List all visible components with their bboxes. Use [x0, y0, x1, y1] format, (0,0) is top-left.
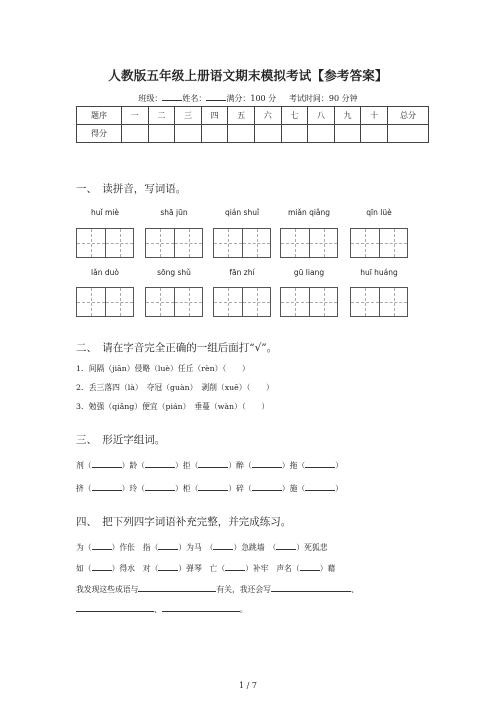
answer-blank[interactable]	[145, 482, 175, 491]
answer-blank	[162, 603, 240, 612]
section2-item-2: 2．丢三落四（là） 夺冠（guàn） 剥削（xuē）（ ）	[76, 383, 274, 392]
score-header-cell: 一	[122, 107, 149, 125]
full-score: 满分：100 分	[226, 94, 277, 103]
tianzige-cell[interactable]	[174, 229, 202, 257]
idiom-line-4	[76, 603, 248, 615]
writing-grid[interactable]	[280, 287, 338, 317]
pinyin-label: shā jūn	[160, 208, 188, 217]
exam-time: 考试时间：90 分钟	[288, 94, 358, 103]
idiom-blank[interactable]	[276, 541, 296, 550]
idiom-line-3	[76, 583, 359, 595]
answer-blank[interactable]	[252, 459, 282, 468]
score-row-label: 得分	[77, 125, 122, 143]
score-header-cell: 总分	[388, 107, 429, 125]
idiom-prompt-a: 我发现这些成语与	[76, 585, 139, 594]
score-table	[76, 106, 429, 143]
score-header-cell: 五	[228, 107, 255, 125]
tianzige-cell[interactable]	[379, 288, 407, 316]
answer-blank[interactable]	[145, 459, 175, 468]
section1-heading: 一、 读拼音，写词语。	[76, 183, 187, 195]
similar-char: 拒（	[182, 461, 199, 470]
idiom-text: ）藉	[319, 564, 336, 573]
pinyin-label: qīn lüè	[366, 208, 392, 217]
idiom-blank[interactable]	[158, 541, 178, 550]
tianzige-cell[interactable]	[351, 288, 379, 316]
writing-grid[interactable]	[76, 287, 134, 317]
score-cell[interactable]	[308, 125, 335, 143]
exam-meta	[0, 92, 496, 104]
score-value-row	[77, 125, 429, 143]
paren-close: ）	[281, 461, 290, 470]
name-label: 姓名：	[182, 94, 207, 103]
tianzige-cell[interactable]	[214, 288, 242, 316]
tianzige-cell[interactable]	[281, 229, 309, 257]
tianzige-cell[interactable]	[77, 288, 105, 316]
pinyin-label: gū liang	[293, 268, 325, 277]
tianzige-cell[interactable]	[351, 229, 379, 257]
similar-char: 拖（	[289, 461, 306, 470]
pinyin-label: huǐ miè	[91, 208, 119, 217]
score-cell[interactable]	[281, 125, 308, 143]
paren-close: ）	[335, 461, 343, 470]
answer-blank[interactable]	[305, 482, 335, 491]
section4-heading: 四、 把下列四字词语补充完整，并完成练习。	[76, 516, 292, 528]
page-title: 人教版五年级上册语文期末模拟考试【参考答案】	[108, 68, 388, 83]
tianzige-cell[interactable]	[174, 288, 202, 316]
idiom-blank[interactable]	[92, 541, 112, 550]
score-header-row	[77, 107, 429, 125]
score-cell[interactable]	[201, 125, 228, 143]
section2-heading: 二、 请在字音完全正确的一组后面打“√”。	[76, 342, 278, 354]
score-cell[interactable]	[388, 125, 429, 143]
score-header-cell: 四	[201, 107, 228, 125]
tianzige-cell[interactable]	[77, 229, 105, 257]
paren-close: ）	[281, 484, 290, 493]
tianzige-cell[interactable]	[309, 229, 337, 257]
idiom-blank[interactable]	[92, 562, 112, 571]
idiom-sep: 、	[350, 585, 359, 594]
paren-close: ）	[174, 461, 183, 470]
pinyin-label: lǎn duò	[91, 268, 119, 277]
writing-grid[interactable]	[280, 228, 338, 258]
paren-close: ）	[121, 461, 130, 470]
similar-char: 醉（	[236, 461, 252, 470]
writing-grid[interactable]	[76, 228, 134, 258]
idiom-line-1	[76, 541, 328, 553]
score-header-cell: 六	[254, 107, 281, 125]
idiom-text: ）弹琴 亡（	[178, 564, 226, 573]
class-label: 班级：	[138, 94, 163, 103]
score-header-cell: 七	[281, 107, 308, 125]
tianzige-cell[interactable]	[242, 229, 270, 257]
writing-grid[interactable]	[350, 287, 408, 317]
pinyin-label: huī huáng	[360, 268, 398, 277]
answer-blank[interactable]	[92, 482, 122, 491]
idiom-sep: 、	[154, 605, 162, 614]
tianzige-cell[interactable]	[242, 288, 270, 316]
score-cell[interactable]	[334, 125, 361, 143]
idiom-text: ）死狐悲	[296, 543, 328, 552]
similar-char: 碎（	[236, 484, 252, 493]
tianzige-cell[interactable]	[379, 229, 407, 257]
paren-close: ）	[228, 461, 237, 470]
answer-blank	[138, 583, 216, 592]
tianzige-cell[interactable]	[309, 288, 337, 316]
idiom-text: 如（	[76, 564, 92, 573]
similar-char: 龄（	[129, 461, 145, 470]
score-cell[interactable]	[361, 125, 388, 143]
writing-grid[interactable]	[145, 287, 203, 317]
answer-blank[interactable]	[198, 459, 228, 468]
idiom-blank[interactable]	[300, 562, 320, 571]
similar-char: 柜（	[182, 484, 199, 493]
tianzige-cell[interactable]	[146, 229, 174, 257]
idiom-text: ）急跳墙 （	[233, 543, 277, 552]
score-header-cell: 题序	[77, 107, 122, 125]
score-cell[interactable]	[175, 125, 202, 143]
score-cell[interactable]	[148, 125, 175, 143]
answer-blank[interactable]	[92, 459, 122, 468]
score-header-cell: 二	[148, 107, 175, 125]
section2-item-1: 1．间隔（jiān）侵略（luè）任丘（rèn）（ ）	[76, 364, 250, 373]
score-cell[interactable]	[228, 125, 255, 143]
idiom-blank[interactable]	[158, 562, 178, 571]
tianzige-cell[interactable]	[105, 288, 133, 316]
score-cell[interactable]	[122, 125, 149, 143]
score-header-cell: 十	[361, 107, 388, 125]
paren-close: ）	[121, 484, 130, 493]
pinyin-label: fān zhí	[229, 268, 255, 277]
writing-grid[interactable]	[213, 228, 271, 258]
name-blank	[206, 92, 226, 101]
idiom-blank[interactable]	[225, 562, 245, 571]
tianzige-cell[interactable]	[105, 229, 133, 257]
tianzige-cell[interactable]	[146, 288, 174, 316]
idiom-end: 。	[239, 605, 248, 614]
score-header-cell: 九	[334, 107, 361, 125]
similar-char: 挤（	[76, 484, 92, 493]
score-header-cell: 三	[175, 107, 202, 125]
idiom-text: ）为马 （	[178, 543, 214, 552]
answer-blank[interactable]	[198, 482, 228, 491]
idiom-text: 为（	[76, 543, 92, 552]
similar-char: 玲（	[129, 484, 145, 493]
idiom-text: ）作伥 指（	[111, 543, 159, 552]
paren-close: ）	[174, 484, 183, 493]
score-cell[interactable]	[254, 125, 281, 143]
similar-char: 施（	[289, 484, 306, 493]
tianzige-cell[interactable]	[214, 229, 242, 257]
answer-blank[interactable]	[252, 482, 282, 491]
answer-blank	[76, 603, 154, 612]
class-blank	[162, 92, 182, 101]
writing-grid[interactable]	[350, 228, 408, 258]
idiom-text: ）得水 对（	[111, 564, 159, 573]
section2-item-3: 3．勉强（qiǎng）便宜（pián） 垂蔓（wàn）（ ）	[76, 402, 270, 411]
paren-close: ）	[335, 484, 343, 493]
idiom-line-2	[76, 562, 335, 574]
pinyin-label: miǎn qiǎng	[287, 208, 331, 217]
section3-heading: 三、 形近字组词。	[76, 434, 166, 446]
answer-blank[interactable]	[305, 459, 335, 468]
writing-grid[interactable]	[213, 287, 271, 317]
similar-char: 剂（	[76, 461, 92, 470]
page-number: 1 / 7	[239, 681, 257, 690]
idiom-blank[interactable]	[213, 541, 233, 550]
idiom-text: ）补牢 声名（	[245, 564, 300, 573]
idiom-prompt-b: 有关，我还会写	[216, 585, 271, 594]
pinyin-label: qián shuǐ	[224, 208, 260, 217]
answer-blank	[271, 583, 351, 592]
writing-grid[interactable]	[145, 228, 203, 258]
pinyin-label: sōng shǔ	[157, 268, 191, 277]
similar-chars-row-2	[76, 482, 343, 494]
similar-chars-row-1	[76, 459, 343, 471]
paren-close: ）	[228, 484, 237, 493]
score-header-cell: 八	[308, 107, 335, 125]
tianzige-cell[interactable]	[281, 288, 309, 316]
